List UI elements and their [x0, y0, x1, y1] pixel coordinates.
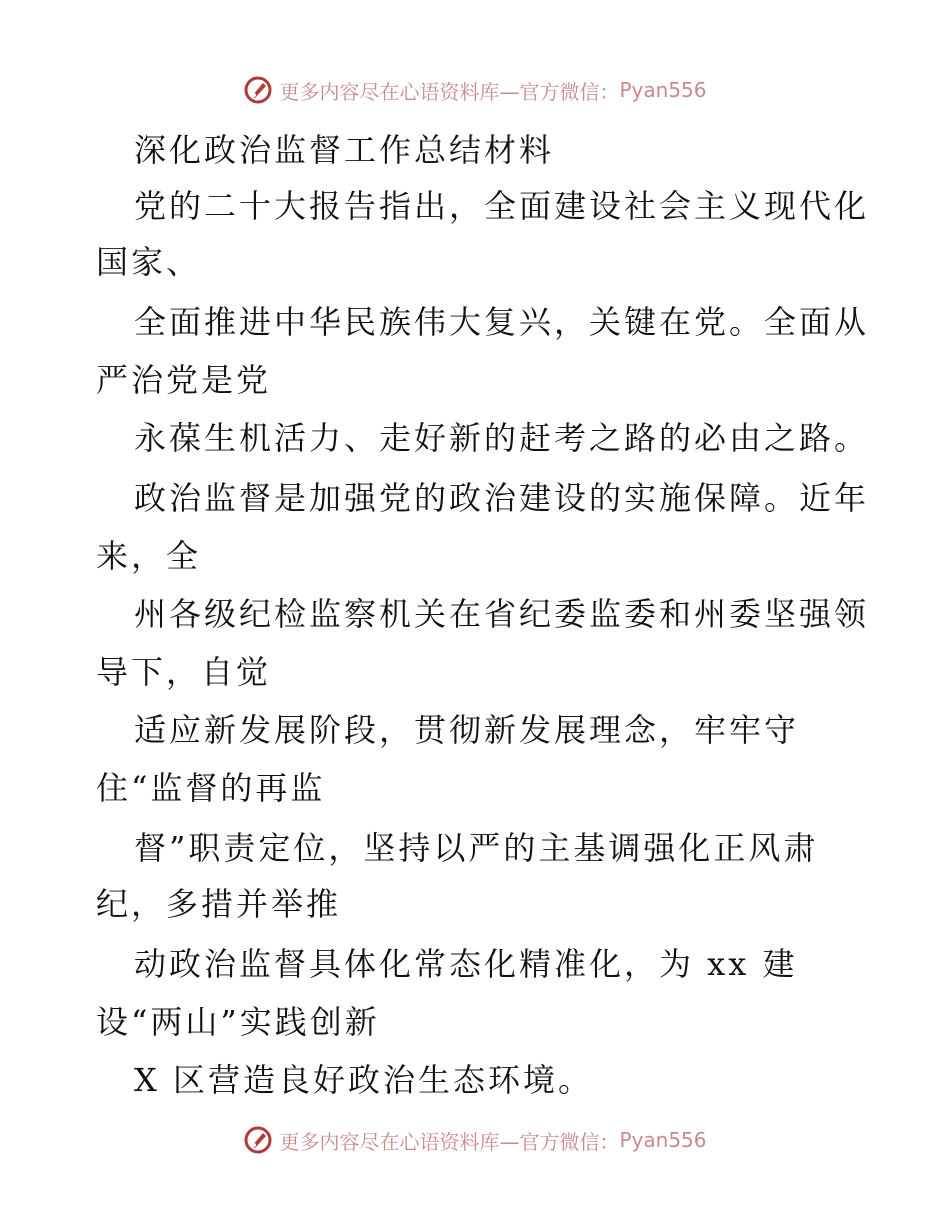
paragraph-line: 国家、	[96, 243, 202, 281]
paragraph-line: 来，全	[96, 537, 202, 575]
paragraph-line: 政治监督是加强党的政治建设的实施保障。近年	[134, 479, 870, 517]
paragraph-line: 全面推进中华民族伟大复兴，关键在党。全面从	[134, 303, 870, 341]
paragraph-line: 导下，自觉	[96, 653, 272, 691]
pen-nib-logo-icon	[243, 75, 273, 105]
paragraph-line: 纪，多措并举推	[96, 885, 342, 923]
paragraph-line: 严治党是党	[96, 361, 272, 399]
watermark-text: 更多内容尽在心语资料库—官方微信：	[279, 79, 620, 104]
paragraph-line: 动政治监督具体化常态化精准化，为 xx 建	[134, 945, 798, 983]
header-watermark	[0, 70, 950, 110]
watermark-text: 更多内容尽在心语资料库—官方微信：	[279, 1129, 620, 1154]
paragraph-line: 党的二十大报告指出，全面建设社会主义现代化	[134, 187, 870, 225]
watermark-handle: Pyan556	[619, 78, 707, 102]
document-title: 深化政治监督工作总结材料	[134, 131, 555, 169]
watermark-handle: Pyan556	[619, 1128, 707, 1152]
paragraph-line: X 区营造良好政治生态环境。	[134, 1061, 593, 1099]
footer-watermark	[0, 1120, 950, 1160]
paragraph-line: 永葆生机活力、走好新的赶考之路的必由之路。	[134, 419, 870, 457]
paragraph-line: 适应新发展阶段，贯彻新发展理念，牢牢守	[134, 711, 800, 749]
paragraph-line: 督”职责定位，坚持以严的主基调强化正风肃	[134, 829, 819, 867]
paragraph-line: 州各级纪检监察机关在省纪委监委和州委坚强领	[134, 595, 870, 633]
pen-nib-logo-icon	[243, 1125, 273, 1155]
paragraph-line: 住“监督的再监	[96, 769, 326, 807]
paragraph-line: 设“两山”实践创新	[96, 1003, 380, 1041]
